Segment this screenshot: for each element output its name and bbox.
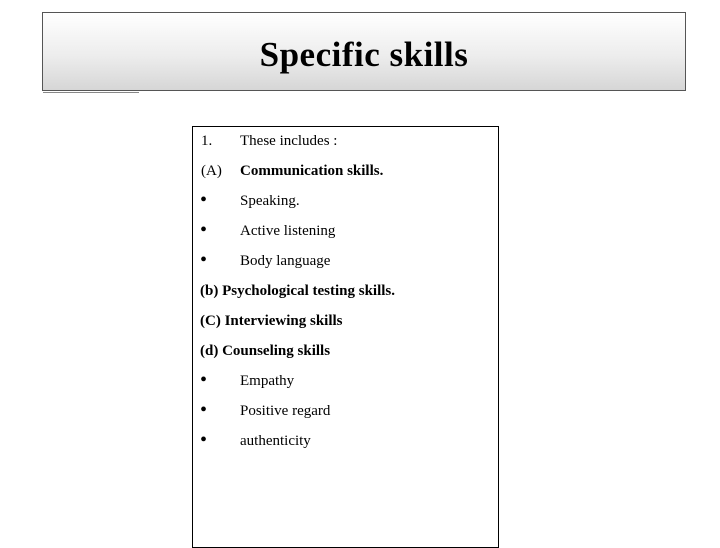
bullet-text: Empathy xyxy=(240,373,295,389)
bullet-icon: • xyxy=(200,189,208,211)
title-banner xyxy=(42,12,686,91)
content-box xyxy=(192,126,499,548)
banner-underline xyxy=(43,92,139,93)
bullet-icon: • xyxy=(200,369,208,391)
bullet-icon: • xyxy=(200,219,208,241)
slide-title: Specific skills xyxy=(259,35,469,74)
item-text: These includes : xyxy=(240,133,338,149)
bullet-text: Positive regard xyxy=(240,403,331,419)
bullet-icon: • xyxy=(200,249,208,271)
bullet-text: authenticity xyxy=(240,433,311,449)
bullet-icon: • xyxy=(200,429,208,451)
bullet-icon: • xyxy=(200,399,208,421)
section-heading-counseling: (d) Counseling skills xyxy=(200,343,331,359)
item-number: 1. xyxy=(201,133,213,149)
section-heading-communication: Communication skills. xyxy=(240,163,384,179)
bullet-text: Body language xyxy=(240,253,331,269)
section-heading-psychological: (b) Psychological testing skills. xyxy=(200,283,396,299)
item-letter: (A) xyxy=(201,163,222,179)
bullet-text: Speaking. xyxy=(240,193,300,209)
bullet-text: Active listening xyxy=(240,223,336,239)
section-heading-interviewing: (C) Interviewing skills xyxy=(200,313,343,329)
